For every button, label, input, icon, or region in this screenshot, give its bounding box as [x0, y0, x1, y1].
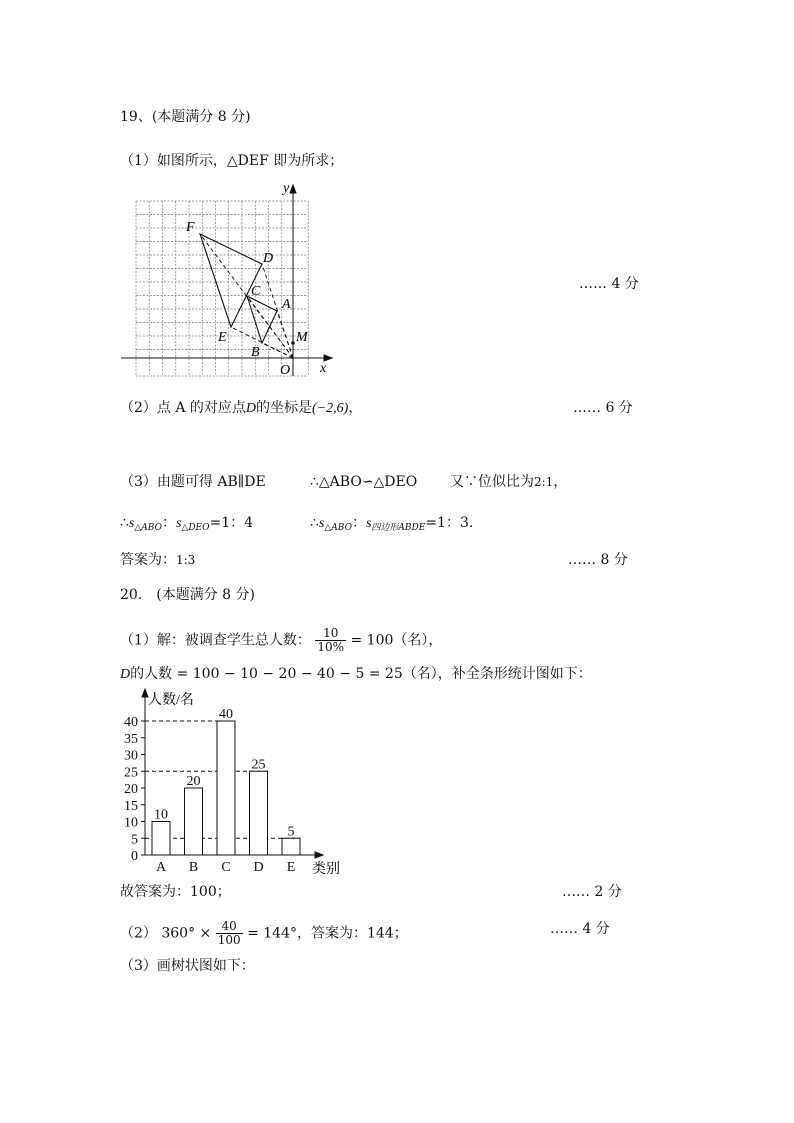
data-label: 10 — [154, 807, 168, 823]
label-B: B — [251, 345, 260, 360]
y-tick-label: 5 — [131, 832, 138, 848]
y-tick-label: 10 — [124, 815, 138, 831]
label-C: C — [251, 284, 261, 299]
y-tick-label: 0 — [131, 849, 138, 864]
label-F: F — [186, 220, 195, 235]
q19-part3-b: ∴△ABO∽△DEO — [310, 474, 418, 490]
q20-part3: （3）画树状图如下： — [120, 958, 255, 974]
bar-chart — [115, 685, 355, 880]
q20-answer-1-score: …… 2 分 — [562, 884, 622, 900]
q19-p2-prefix: （2）点 A 的对应点 — [120, 400, 246, 416]
category-label: D — [253, 860, 264, 875]
q20-p3-suffix: = 144°，答案为：144； — [247, 925, 408, 942]
q19-part2 — [120, 399, 362, 418]
answer-prefix: 答案为： — [120, 552, 176, 568]
label-x: x — [320, 361, 327, 376]
area-symbol: s — [128, 516, 135, 531]
q20-part1 — [120, 627, 442, 654]
fraction — [216, 920, 243, 947]
y-tick-label: 15 — [124, 798, 138, 814]
q19-p3c-text: 又∵位似比为 — [450, 474, 534, 490]
q20-part1-d-count — [120, 665, 592, 684]
q19-p2-mid: 的坐标是 — [256, 400, 313, 416]
q20-p3-prefix: （2） 360° × — [120, 925, 212, 942]
q19-p2-end: ， — [348, 400, 363, 416]
y-tick-label: 30 — [124, 748, 138, 764]
y-axis-label: 人数/名 — [148, 693, 194, 708]
q20-p2-text: 的人数 = 100 − 10 − 20 − 40 − 5 = 25（名），补全条形统计图如下： — [130, 666, 592, 682]
label-E: E — [218, 330, 227, 345]
area-subscript: 四边形ABDE — [371, 523, 426, 533]
q19-part2-score: …… 6 分 — [573, 400, 633, 416]
x-axis-label: 类别 — [312, 862, 340, 877]
fraction-numerator: 40 — [216, 920, 243, 934]
label-A: A — [282, 297, 291, 312]
therefore-symbol: ∴ — [120, 515, 129, 531]
y-tick-label: 35 — [124, 731, 138, 747]
category-label: B — [188, 860, 199, 875]
q19-area-ratio-2 — [310, 514, 473, 537]
q20-part2 — [120, 920, 408, 947]
variable-D: D — [120, 667, 131, 682]
q20-p1-prefix: （1）解：被调查学生总人数： — [120, 632, 311, 649]
area-symbol: s — [318, 516, 325, 531]
q19-p2-coord: (−2,6) — [312, 401, 349, 416]
q19-part1-score: …… 4 分 — [579, 276, 639, 292]
q19-p3c-end: ， — [553, 474, 568, 490]
q19-p3c-ratio: 2:1 — [534, 475, 554, 489]
y-tick-label: 20 — [124, 782, 138, 797]
q19-part3-c — [450, 473, 567, 491]
fraction-denominator: 100 — [217, 933, 241, 947]
y-tick-label: 40 — [124, 715, 138, 730]
area-subscript: △ABO — [324, 523, 352, 533]
q19-coordinate-figure — [115, 180, 345, 380]
q19-part1: （1）如图所示，△DEF 即为所求； — [120, 153, 344, 169]
answer-value: 1:3 — [176, 553, 196, 567]
q19-header: 19、(本题满分 8 分) — [120, 109, 251, 125]
data-label: 5 — [287, 824, 295, 840]
label-y: y — [283, 181, 290, 196]
bar-B — [185, 788, 203, 855]
category-label: A — [155, 860, 167, 875]
ratio-value: =1：4 — [209, 515, 254, 531]
q20-answer-1: 故答案为：100； — [120, 884, 231, 900]
q19-p2-point: D — [245, 401, 257, 416]
q20-header: 20. (本题满分 8 分) — [120, 587, 255, 603]
ratio-colon: ： — [161, 515, 176, 531]
label-D: D — [263, 251, 274, 266]
fraction-numerator: 10 — [315, 627, 346, 641]
area-subscript: △DEO — [181, 523, 210, 533]
bar-A — [152, 822, 170, 856]
bar-D — [250, 771, 268, 855]
fraction-denominator: 10% — [317, 640, 345, 654]
data-label: 20 — [186, 774, 201, 789]
area-symbol: s — [365, 516, 372, 531]
q19-part3-a: （3）由题可得 AB∥DE — [120, 474, 266, 490]
q20-p1-suffix: = 100（名）， — [350, 632, 443, 649]
bar-E — [282, 838, 300, 855]
q19-answer — [120, 551, 195, 569]
q19-area-ratio-1 — [120, 514, 253, 537]
therefore-symbol: ∴ — [310, 515, 319, 531]
q20-part2-score: …… 4 分 — [550, 921, 610, 937]
category-label: E — [286, 860, 296, 875]
category-label: C — [221, 860, 231, 875]
fraction — [315, 627, 346, 654]
y-tick-label: 25 — [124, 765, 138, 781]
label-O: O — [280, 363, 291, 378]
ratio-value: =1：3. — [425, 515, 474, 531]
data-label: 40 — [219, 707, 233, 722]
bar-C — [217, 721, 235, 855]
ratio-colon: ： — [351, 515, 366, 531]
data-label: 25 — [251, 757, 266, 773]
area-symbol: s — [175, 516, 182, 531]
label-M: M — [296, 330, 308, 345]
q19-answer-score: …… 8 分 — [568, 552, 628, 568]
area-subscript: △ABO — [134, 523, 162, 533]
